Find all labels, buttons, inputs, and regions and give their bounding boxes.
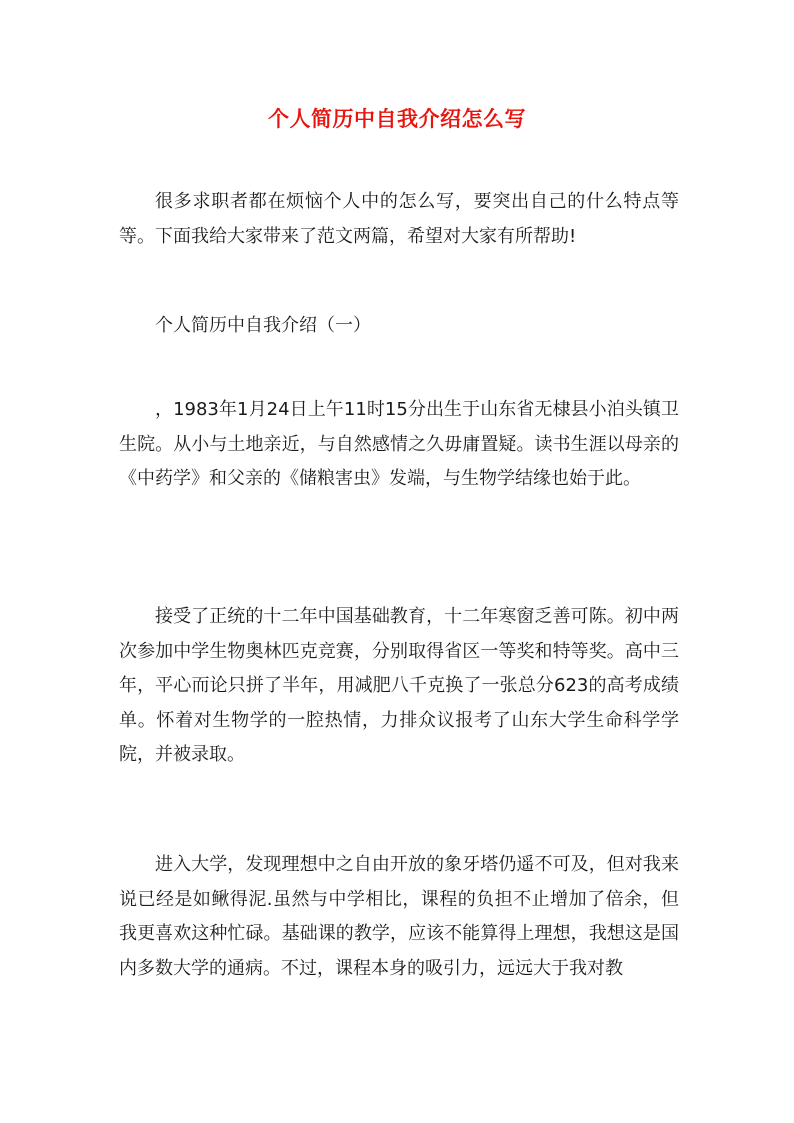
paragraph-education — [119, 600, 679, 773]
paragraph-text: 进入大学，发现理想中之自由开放的象牙塔仍遥不可及，但对我来说已经是如鳅得泥.虽然与中学相比，课程的负担不止增加了倍余，但我更喜欢这种忙碌。基础课的教学，应该不能算得上理想，我想这是国内多数大学的通病。不过，课程本身的吸引力，远远大于我对教 — [119, 854, 679, 979]
paragraph-university — [119, 848, 679, 986]
section-heading — [119, 309, 679, 344]
section-heading-text: 个人简历中自我介绍（一） — [155, 315, 371, 336]
document-title: 个人简历中自我介绍怎么写 — [268, 107, 526, 131]
paragraph-text: 很多求职者都在烦恼个人中的怎么写，要突出自己的什么特点等等。下面我给大家带来了范文两篇，希望对大家有所帮助! — [119, 191, 679, 247]
paragraph-birth — [119, 393, 679, 497]
paragraph-text: 接受了正统的十二年中国基础教育，十二年寒窗乏善可陈。初中两次参加中学生物奥林匹克竞赛，分别取得省区一等奖和特等奖。高中三年，平心而论只拼了半年，用减肥八千克换了一张总分623的高考成绩单。怀着对生物学的一腔热情，力排众议报考了山东大学生命科学学院，并被录取。 — [119, 606, 679, 765]
paragraph-text: ，1983年1月24日上午11时15分出生于山东省无棣县小泊头镇卫生院。从小与土地亲近，与自然感情之久毋庸置疑。读书生涯以母亲的《中药学》和父亲的《储粮害虫》发端，与生物学结缘也始于此。 — [119, 399, 679, 489]
paragraph-intro — [119, 185, 679, 254]
